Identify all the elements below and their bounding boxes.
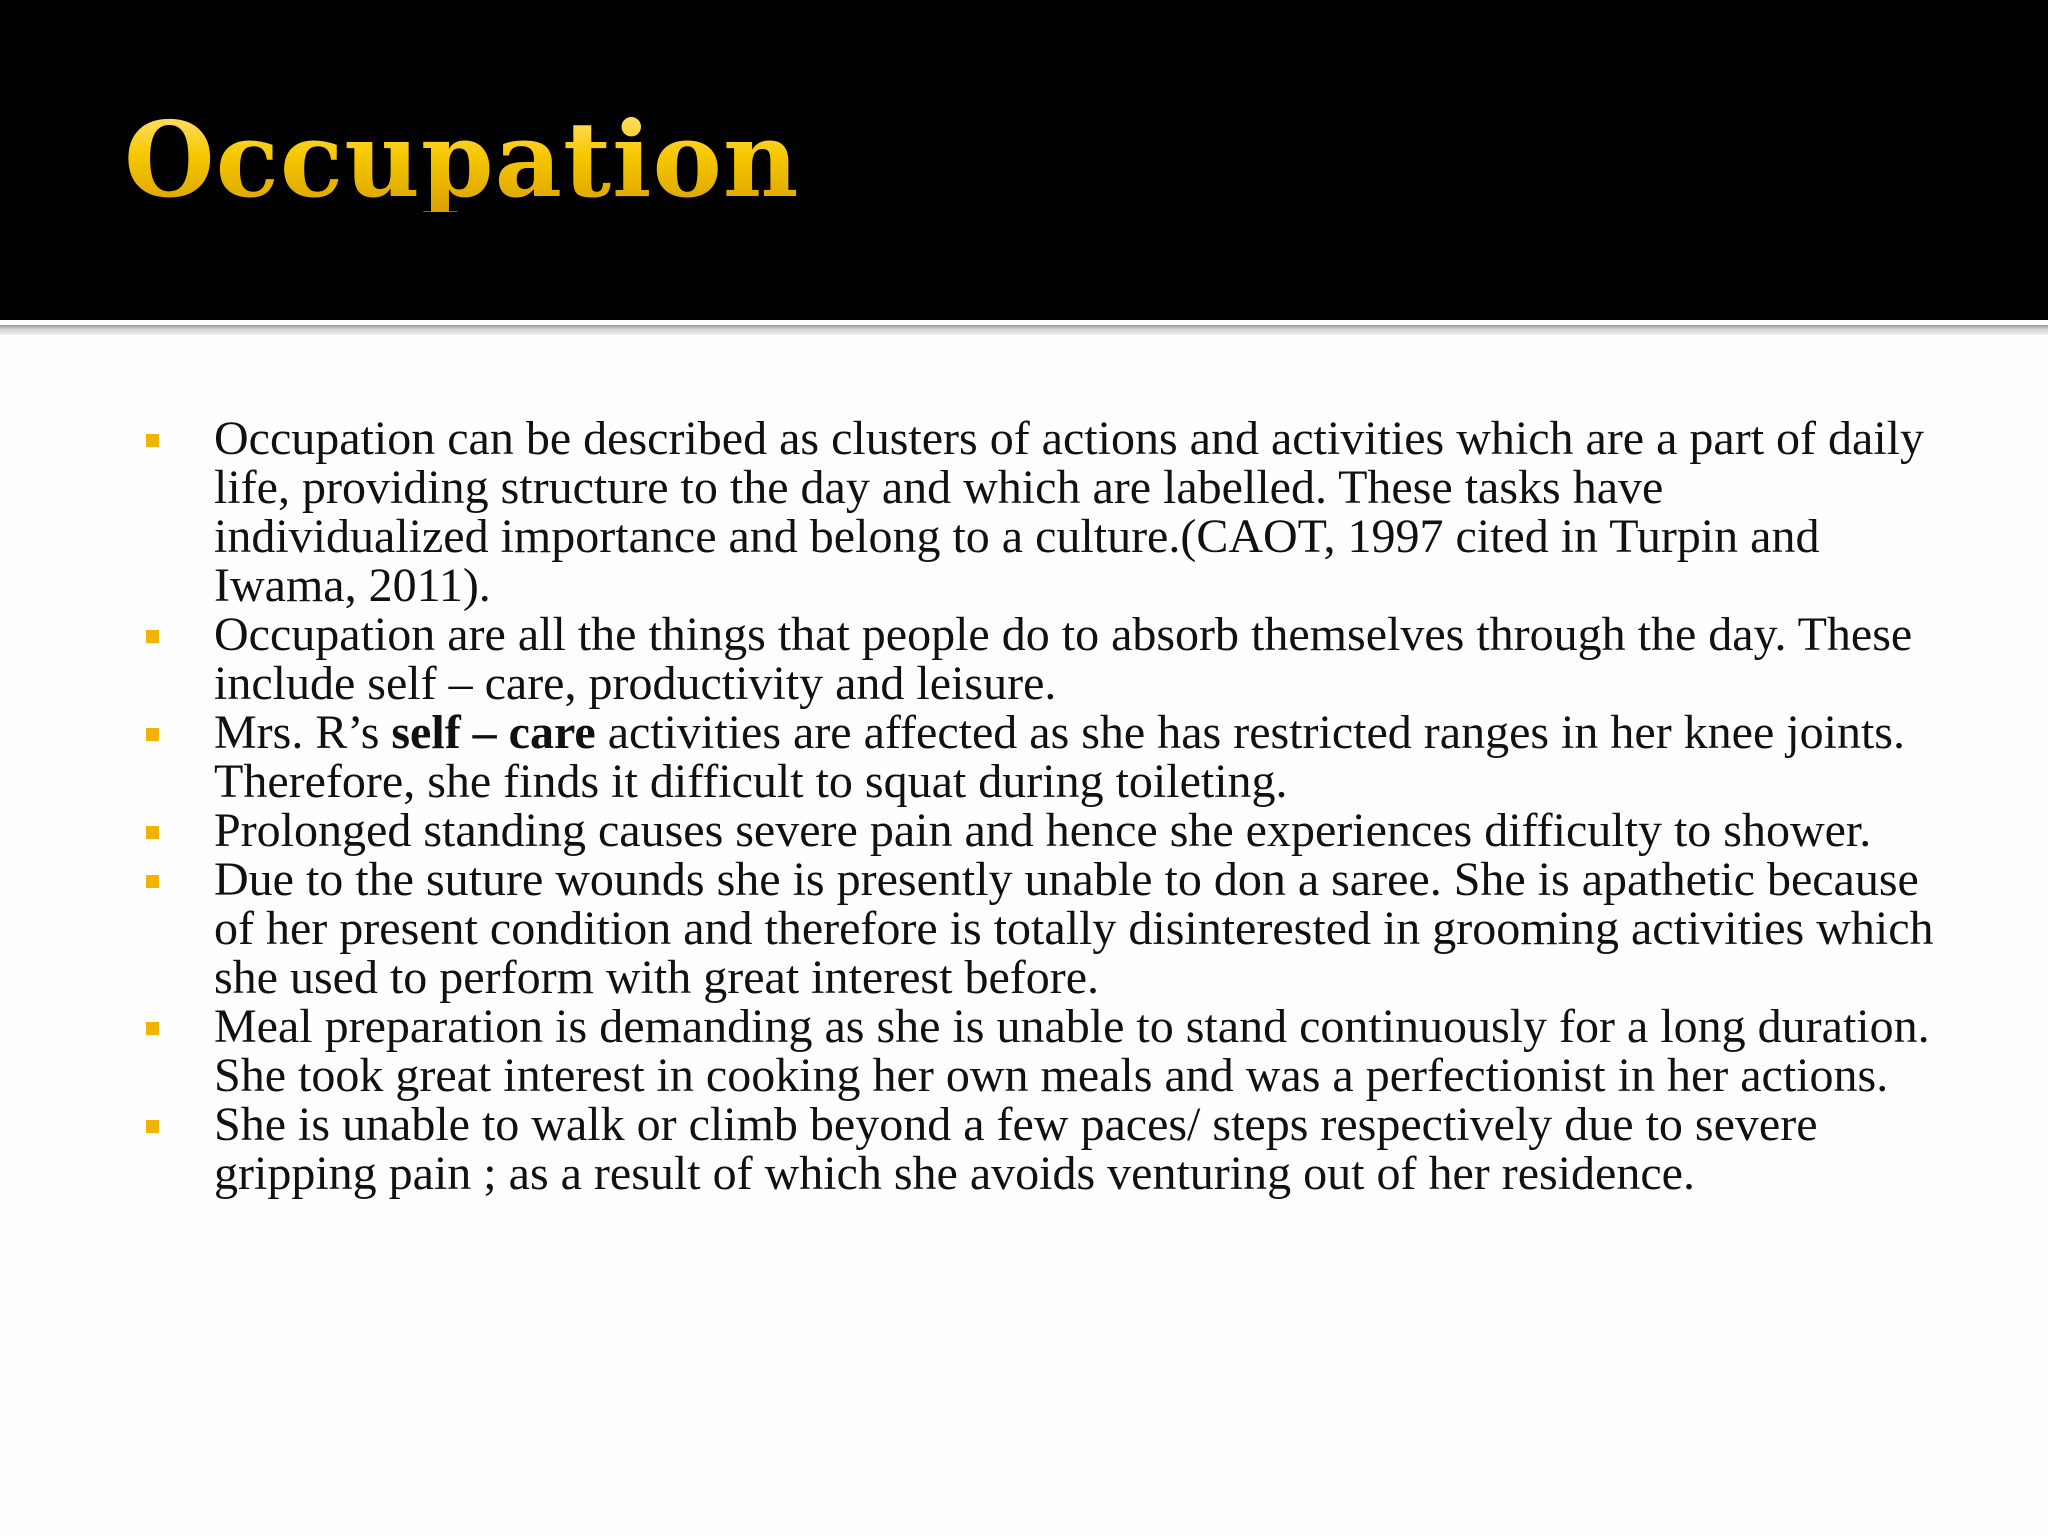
list-item <box>138 1002 1938 1100</box>
square-bullet-icon <box>146 1022 159 1035</box>
square-bullet-icon <box>146 826 159 839</box>
bullet-text: Prolonged standing causes severe pain and hence she experiences difficulty to shower. <box>214 804 1872 857</box>
title-band <box>0 0 2048 320</box>
bullet-text: Occupation can be described as clusters of actions and activities which are a part of daily life, providing structure to the day and which are labelled. These tasks have individualized importance and belong to a culture.(CAOT, 1997 cited in Turpin and Iwama, 2011). <box>214 412 1924 612</box>
list-item <box>138 1100 1938 1198</box>
bullet-text-lead: Mrs. R’s <box>214 706 392 759</box>
list-item <box>138 414 1938 610</box>
title-divider <box>0 325 2048 335</box>
bullet-text: She is unable to walk or climb beyond a few paces/ steps respectively due to severe gripping pain ; as a result of which she avoids venturing out of her residence. <box>214 1098 1818 1200</box>
list-item <box>138 610 1938 708</box>
bullet-text-rest: activities are affected as she has restricted ranges in her knee joints. Therefore, she finds it difficult to squat during toileting. <box>214 706 1905 808</box>
list-item <box>138 708 1938 806</box>
bullet-text: Meal preparation is demanding as she is unable to stand continuously for a long duration. She took great interest in cooking her own meals and was a perfectionist in her actions. <box>214 1000 1930 1102</box>
bullet-text: Occupation are all the things that people do to absorb themselves through the day. These include self – care, productivity and leisure. <box>214 608 1913 710</box>
square-bullet-icon <box>146 630 159 643</box>
square-bullet-icon <box>146 434 159 447</box>
list-item <box>138 855 1938 1002</box>
square-bullet-icon <box>146 728 159 741</box>
list-item <box>138 806 1938 855</box>
square-bullet-icon <box>146 1120 159 1133</box>
slide-title: Occupation <box>124 98 800 221</box>
square-bullet-icon <box>146 875 159 888</box>
bullet-list <box>138 414 1938 1198</box>
bullet-text: Due to the suture wounds she is presently unable to don a saree. She is apathetic because of her present condition and therefore is totally disinterested in grooming activities which she used to perform with great interest before. <box>214 853 1934 1004</box>
bullet-text-emphasis: self – care <box>391 706 596 759</box>
